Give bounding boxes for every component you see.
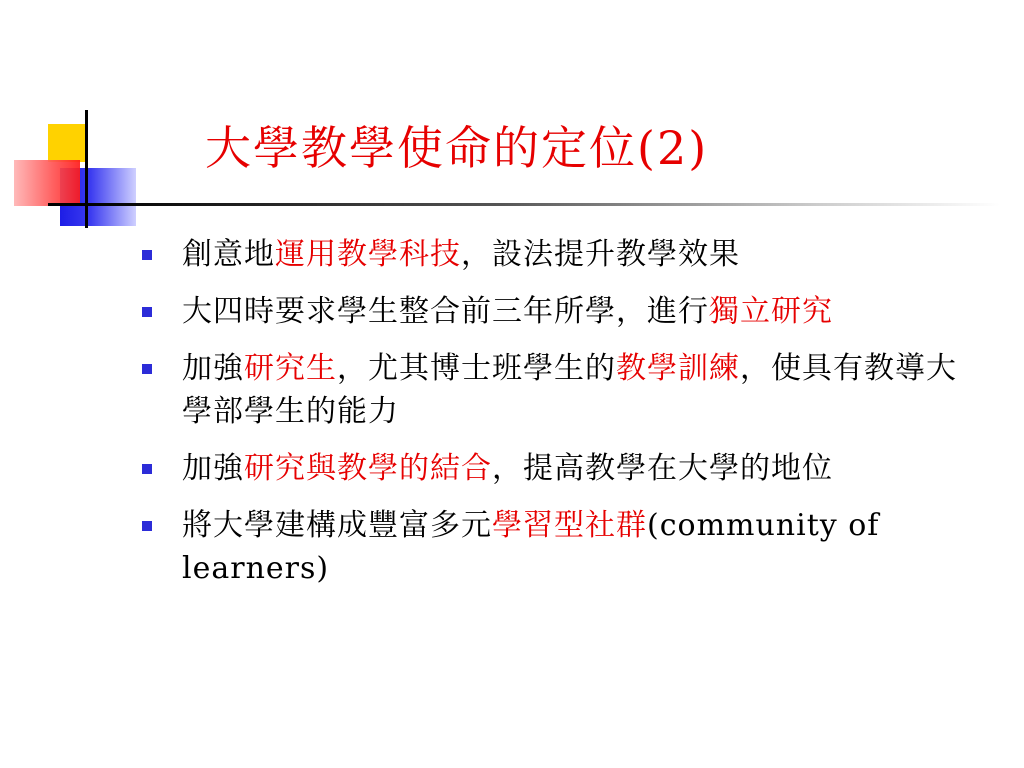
square-bullet-icon (142, 250, 152, 260)
square-bullet-icon (142, 364, 152, 374)
bullet-text: ，使具有教導大學部學生的能力 (182, 351, 957, 429)
highlighted-text: 學習型社群 (492, 508, 647, 543)
bullet-list (142, 233, 982, 604)
bullet-text: 創意地 (182, 237, 275, 272)
highlighted-text: 獨立研究 (709, 294, 833, 329)
bullet-item (142, 347, 982, 433)
bullet-text: 加強 (182, 351, 244, 386)
bullet-item (142, 504, 982, 590)
bullet-item (142, 233, 982, 276)
bullet-text: (community of learners) (182, 508, 880, 586)
bullet-text: ，設法提升教學效果 (461, 237, 740, 272)
highlighted-text: 教學訓練 (616, 351, 740, 386)
bullet-text: 大四時要求學生整合前三年所學，進行 (182, 294, 709, 329)
square-bullet-icon (142, 464, 152, 474)
square-bullet-icon (142, 521, 152, 531)
logo-vertical-line (85, 110, 88, 228)
bullet-text: ，提高教學在大學的地位 (492, 451, 833, 486)
bullet-text: ，尤其博士班學生的 (337, 351, 616, 386)
highlighted-text: 研究與教學的結合 (244, 451, 492, 486)
slide-title: 大學教學使命的定位(2) (205, 121, 709, 175)
bullet-text: 將大學建構成豐富多元 (182, 508, 492, 543)
yellow-square (48, 124, 86, 162)
square-bullet-icon (142, 307, 152, 317)
bullet-item (142, 290, 982, 333)
bullet-item (142, 447, 982, 490)
red-square (14, 160, 80, 206)
bullet-text: 加強 (182, 451, 244, 486)
highlighted-text: 研究生 (244, 351, 337, 386)
highlighted-text: 運用教學科技 (275, 237, 461, 272)
title-divider (88, 203, 1000, 206)
